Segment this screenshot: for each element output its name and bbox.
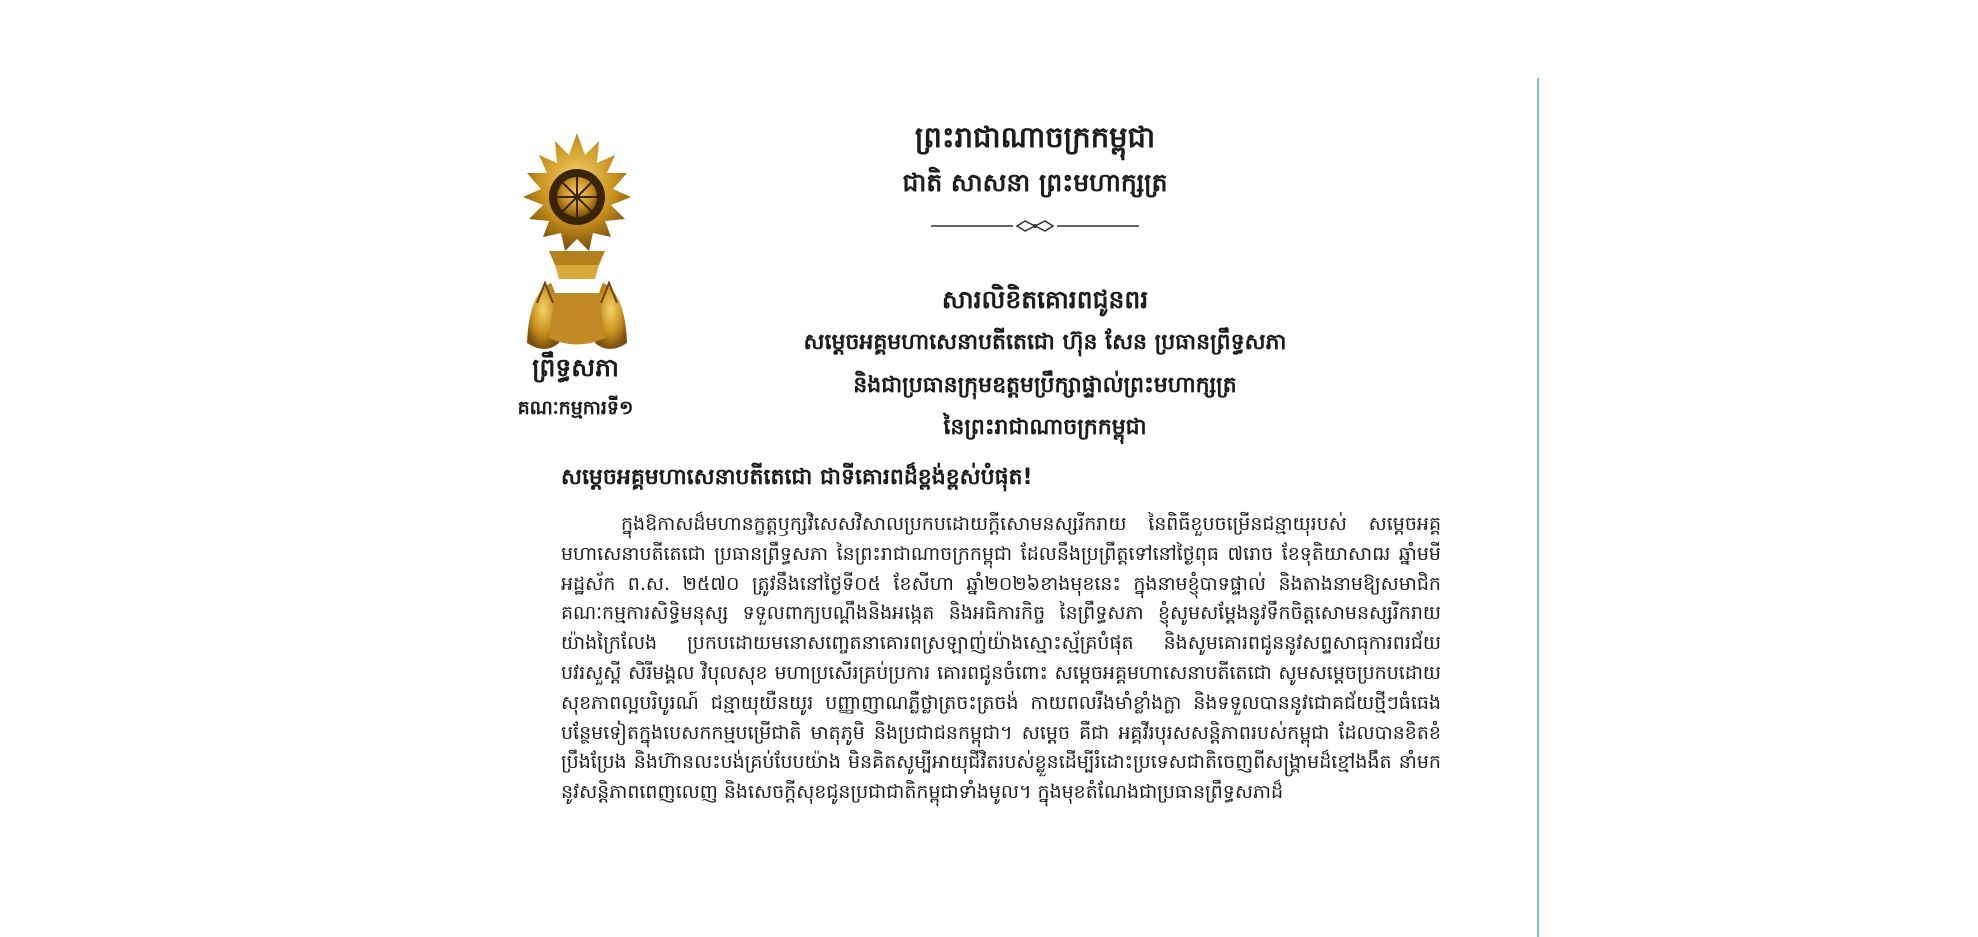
letter-body: ក្នុងឱកាសដ៏មហានក្ខត្តឫក្សវិសេសវិសាលប្រកបដោយក្តីសោមនស្សរីករាយ នៃពិធីខួបចម្រើនជន្មាយុរបស់ សម្តេចអគ្គមហាសេនាបតីតេជោ ប្រធានព្រឹទ្ធសភា នៃព្រះរាជាណាចក្រកម្ពុជា ដែលនឹងប្រព្រឹត្តទៅនៅថ្ងៃពុធ ៧រោច ខែទុតិយាសាឍ ឆ្នាំមមី អដ្ឋស័ក ព.ស. ២៥៧០ ត្រូវនឹងនៅថ្ងៃទី០៥ ខែសីហា ឆ្នាំ២០២៦ខាងមុខនេះ ក្នុងនាមខ្ញុំបាទផ្ទាល់ និងតាងនាមឱ្យសមាជិកគណៈកម្មការសិទ្ធិមនុស្ស ទទួលពាក្យបណ្តឹងនិងអង្កេត និងអធិការកិច្ច នៃព្រឹទ្ធសភា ខ្ញុំសូមសម្តែងនូវទឹកចិត្តសោមនស្សរីករាយយ៉ាងក្រៃលែង ប្រកបដោយមនោសញ្ចេតនាគោរពស្រឡាញ់យ៉ាងស្មោះស្ម័គ្របំផុត និងសូមគោរពជូននូវសព្ទសាធុការពរជ័យ បវរសួស្តី សិរីមង្គល វិបុលសុខ មហាប្រសើរគ្រប់ប្រការ គោរពជូនចំពោះ សម្តេចអគ្គមហាសេនាបតីតេជោ សូមសម្តេចប្រកបដោយ សុខភាពល្អបរិបូរណ៍ ជន្មាយុយឺនយូរ បញ្ញាញាណភ្លឺថ្លាត្រចះត្រចង់ កាយពលរឹងមាំខ្លាំងក្លា និងទទួលបាននូវជោគជ័យថ្មីៗធំធេងបន្ថែមទៀតក្នុងបេសកកម្មបម្រើជាតិ មាតុភូមិ និងប្រជាជនកម្ពុជា។ សម្តេច គឺជា អគ្គវីរបុរសសន្តិភាពរបស់កម្ពុជា ដែលបានខិតខំប្រឹងប្រែង និងហ៊ានលះបង់គ្រប់បែបយ៉ាង មិនគិតសូម្បីអាយុជីវិតរបស់ខ្លួនដើម្បីរំដោះប្រទេសជាតិចេញពីសង្គ្រាមដ៏ខ្មៅងងឹត នាំមកនូវសន្តិភាពពេញលេញ និងសេចក្តីសុខជូនប្រជាជាតិកម្ពុជាទាំងមូល។ ក្នុងមុខតំណែងជាប្រធានព្រឹទ្ធសភាដ៏ <box>561 513 1441 804</box>
addressee-line-3: នៃព្រះរាជាណាចក្រកម្ពុជា <box>943 415 1147 440</box>
kingdom-title: ព្រះរាជាណាចក្រកម្ពុជា <box>914 120 1156 154</box>
org-subtitle: គណៈកម្មការទី១ <box>517 397 634 419</box>
document-page <box>405 78 1539 937</box>
addressee-line-1: សម្តេចអគ្គមហាសេនាបតីតេជោ ហ៊ុន សែន ប្រធានព្រឹទ្ធសភា <box>803 330 1287 355</box>
salutation: សម្តេចអគ្គមហាសេនាបតីតេជោ ជាទីគោរពដ៏ខ្ពង់ខ្ពស់បំផុត! <box>561 465 1033 490</box>
org-name: ព្រឹទ្ធសភា <box>532 353 619 382</box>
letter-title: សារលិខិតគោរពជូនពរ <box>941 285 1149 314</box>
ornament-divider-icon <box>917 218 1153 234</box>
national-motto: ជាតិ សាសនា ព្រះមហាក្សត្រ <box>902 168 1168 197</box>
addressee-line-2: និងជាប្រធានក្រុមឧត្តមប្រឹក្សាផ្ទាល់ព្រះមហាក្សត្រ <box>853 373 1237 398</box>
